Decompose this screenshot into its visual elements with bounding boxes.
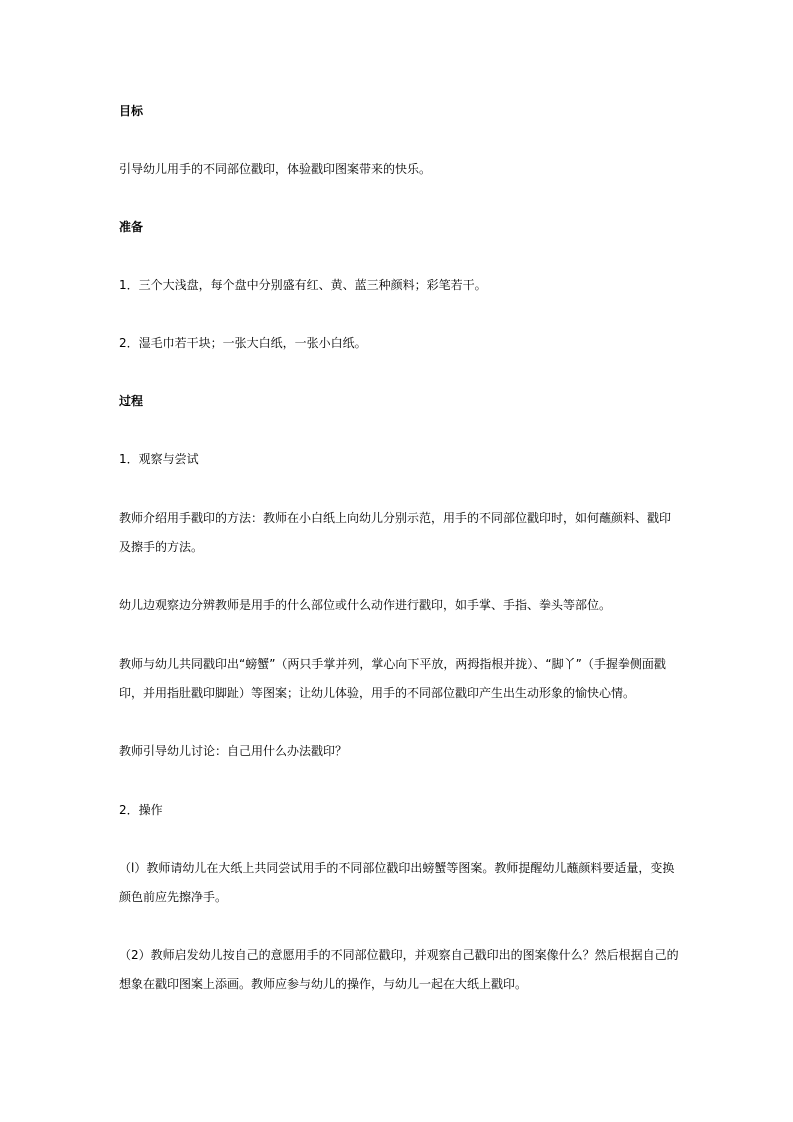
heading-process: 过程 [119, 394, 144, 408]
step-1-paragraph-1-line-1: 教师介绍用手戳印的方法：教师在小白纸上向幼儿分别示范，用手的不同部位戳印时，如何蘸颜料、戳印 [119, 511, 672, 525]
step-1-paragraph-3-line-2: 印，并用指肚戳印脚趾）等图案；让幼儿体验，用手的不同部位戳印产生出生动形象的愉快心情。 [119, 686, 636, 700]
step-2-paragraph-1-line-1: （l）教师请幼儿在大纸上共同尝试用手的不同部位戳印出螃蟹等图案。教师提醒幼儿蘸颜料要适量，变换 [119, 861, 675, 875]
step-1-paragraph-1-line-2: 及擦手的方法。 [119, 540, 204, 554]
step-2-paragraph-2-line-1: （2）教师启发幼儿按自己的意愿用手的不同部位戳印，并观察自己戳印出的图案像什么？然后根据自己的 [119, 948, 679, 962]
heading-prep: 准备 [119, 220, 144, 234]
heading-goal: 目标 [119, 104, 144, 118]
step-1-paragraph-4: 教师引导幼儿讨论：自己用什么办法戳印？ [119, 744, 348, 758]
step-2-paragraph-1-line-2: 颜色前应先擦净手。 [119, 890, 228, 904]
step-1-paragraph-3-line-1: 教师与幼儿共同戳印出“螃蟹”（两只手掌并列，掌心向下平放，两拇指根并拢）、“脚丫”（手握拳侧面戳 [119, 657, 666, 671]
step-1-paragraph-2: 幼儿边观察边分辨教师是用手的什么部位或什么动作进行戳印，如手掌、手指、拳头等部位。 [119, 598, 612, 612]
step-1-title: 1．观察与尝试 [119, 452, 199, 466]
prep-item-2: 2．湿毛巾若干块；一张大白纸，一张小白纸。 [119, 336, 367, 350]
prep-item-1: 1．三个大浅盘，每个盘中分别盛有红、黄、蓝三种颜料；彩笔若干。 [119, 278, 487, 292]
step-2-title: 2．操作 [119, 803, 163, 817]
step-2-paragraph-2-line-2: 想象在戳印图案上添画。教师应参与幼儿的操作，与幼儿一起在大纸上戳印。 [119, 977, 528, 991]
goal-text: 引导幼儿用手的不同部位戳印，体验戳印图案带来的快乐。 [119, 162, 432, 176]
